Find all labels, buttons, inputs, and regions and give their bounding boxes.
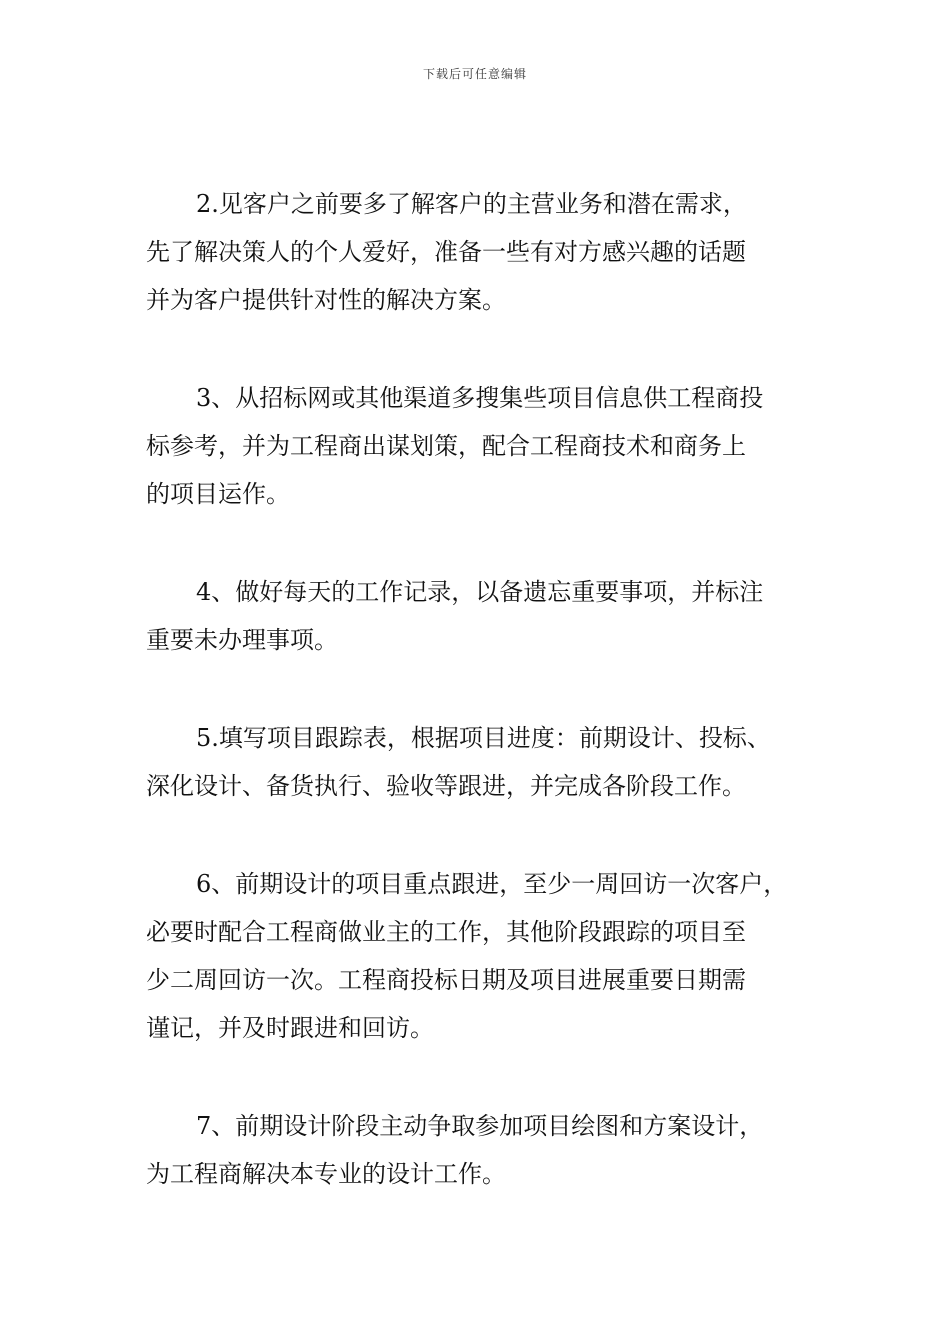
paragraph-line: 6、前期设计的项目重点跟进，至少一周回访一次客户， <box>196 870 788 898</box>
paragraph-line: 2.见客户之前要多了解客户的主营业务和潜在需求， <box>196 190 747 218</box>
paragraph-line: 并为客户提供针对性的解决方案。 <box>146 286 506 314</box>
paragraph-line: 标参考，并为工程商出谋划策，配合工程商技术和商务上 <box>146 432 746 460</box>
paragraph-item-6 <box>146 860 810 1052</box>
paragraph-line: 3、从招标网或其他渠道多搜集些项目信息供工程商投 <box>196 384 764 412</box>
paragraph-item-4 <box>146 568 810 664</box>
paragraph-item-3 <box>146 374 810 518</box>
paragraph-line: 为工程商解决本专业的设计工作。 <box>146 1160 506 1188</box>
paragraph-line: 谨记，并及时跟进和回访。 <box>146 1014 434 1042</box>
paragraph-line: 7、前期设计阶段主动争取参加项目绘图和方案设计， <box>196 1112 764 1140</box>
paragraph-item-5 <box>146 714 810 810</box>
paragraph-line: 重要未办理事项。 <box>146 626 338 654</box>
paragraph-line: 的项目运作。 <box>146 480 290 508</box>
paragraph-line: 5.填写项目跟踪表，根据项目进度：前期设计、投标、 <box>196 724 771 752</box>
paragraph-line: 必要时配合工程商做业主的工作，其他阶段跟踪的项目至 <box>146 918 746 946</box>
paragraph-item-2 <box>146 180 810 324</box>
paragraph-line: 深化设计、备货执行、验收等跟进，并完成各阶段工作。 <box>146 772 746 800</box>
paragraph-line: 先了解决策人的个人爱好，准备一些有对方感兴趣的话题 <box>146 238 746 266</box>
paragraph-line: 少二周回访一次。工程商投标日期及项目进展重要日期需 <box>146 966 746 994</box>
document-body <box>146 180 810 1248</box>
paragraph-line: 4、做好每天的工作记录，以备遗忘重要事项，并标注 <box>196 578 764 606</box>
paragraph-item-7 <box>146 1102 810 1198</box>
page-header: 下载后可任意编辑 <box>422 67 527 81</box>
